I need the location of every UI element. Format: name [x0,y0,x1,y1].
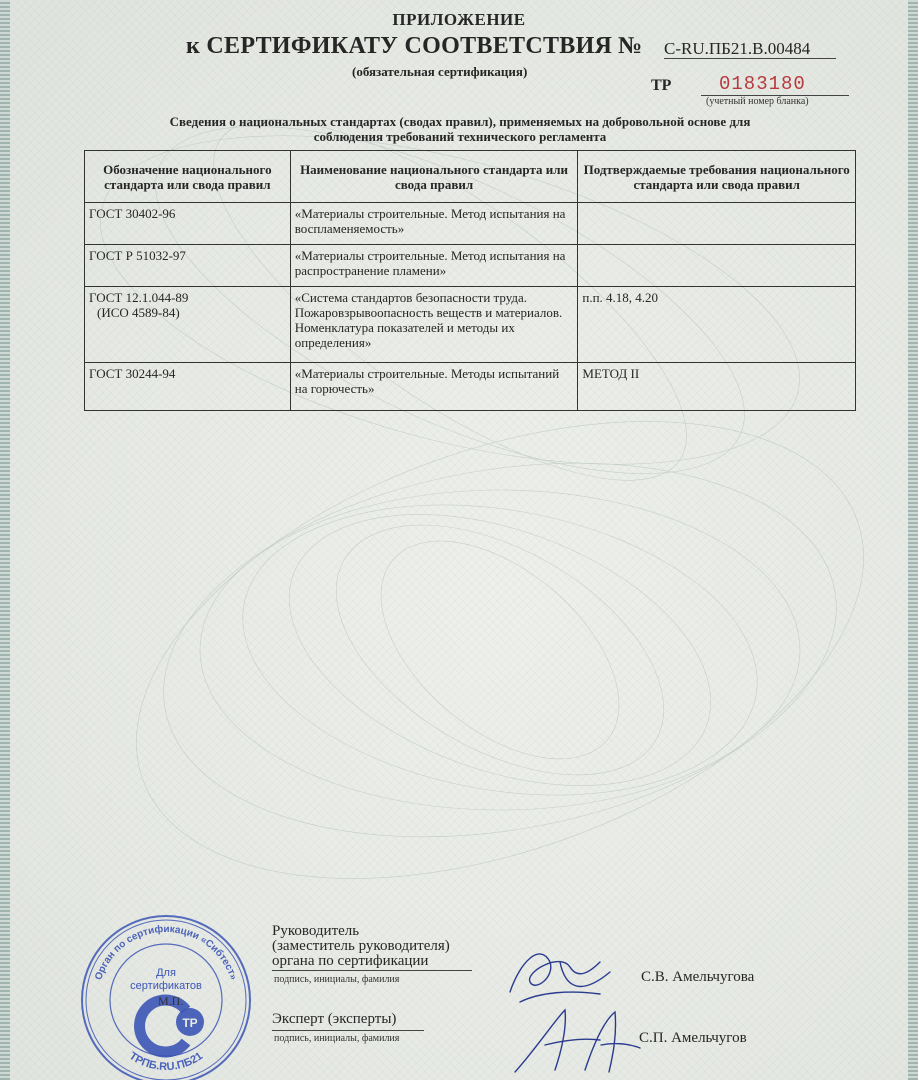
column-header-requirements: Подтверждаемые требования национального стандарта или свода правил [578,151,856,203]
column-header-name: Наименование национального стандарта или свода правил [290,151,578,203]
standard-code: ГОСТ 12.1.044-89 [89,290,189,305]
certification-type: (обязательная сертификация) [352,64,528,79]
decorative-border-right [908,0,918,1080]
table-cell-name: «Материалы строительные. Метод испытания на распространение пламени» [290,245,578,287]
standard-code: ГОСТ 30402-96 [89,206,176,221]
document-title: ПРИЛОЖЕНИЕ [392,10,526,29]
stamp-inner-text-line1: Для [156,967,176,979]
head-title-line1: Руководитель [272,923,360,939]
table-cell-code [85,363,291,411]
form-number: 0183180 [701,73,849,96]
table-cell-code [85,203,291,245]
table-row [85,203,856,245]
stamp-outer-text: Орган по сертификации «Сибтест» [93,923,239,982]
table-cell-requirements: МЕТОД II [578,363,856,411]
table-header-row [85,151,856,203]
table-cell-requirements [578,245,856,287]
table-cell-code [85,287,291,363]
stamp-place-label: М.П. [158,994,184,1008]
table-row [85,287,856,363]
table-row [85,363,856,411]
stamp-inner-text-line2: сертификатов [130,980,202,992]
head-title-line2: (заместитель руководителя) [272,938,450,954]
table-cell-name: «Материалы строительные. Методы испытаний на горючесть» [290,363,578,411]
certificate-number: C-RU.ПБ21.В.00484 [664,40,836,59]
intro-text: Сведения о национальных стандартах (сводах правил), применяемых на добровольной основе для соблюдения требований технического регламента [169,114,751,144]
number-sign: № [618,33,643,59]
table-cell-requirements: п.п. 4.18, 4.20 [578,287,856,363]
head-name: С.В. Амельчугова [641,969,755,985]
expert-signature-line [272,1030,424,1031]
standard-code: ГОСТ Р 51032-97 [89,248,186,263]
standard-code-equivalent: (ИСО 4589-84) [97,305,180,320]
form-number-caption: (учетный номер бланка) [706,96,809,107]
expert-label: Эксперт (эксперты) [272,1011,397,1027]
document-subtitle: к СЕРТИФИКАТУ СООТВЕТСТВИЯ [186,33,613,59]
standards-table [84,150,856,411]
table-row [85,245,856,287]
stamp-bottom-text: ТРПБ.RU.ПБ21 [126,1050,206,1074]
decorative-border-left [0,0,10,1080]
table-cell-requirements [578,203,856,245]
expert-handwritten-signature [505,1000,645,1080]
form-prefix: ТР [651,77,672,94]
head-signature-caption: подпись, инициалы, фамилия [274,974,400,985]
expert-name: С.П. Амельчугов [639,1030,747,1046]
expert-signature-caption: подпись, инициалы, фамилия [274,1033,400,1044]
head-signature-label [272,924,450,969]
table-cell-code [85,245,291,287]
table-cell-name: «Система стандартов безопасности труда. Пожаровзрывоопасность веществ и материалов. Номенклатура показателей и методы их определения» [290,287,578,363]
standard-code: ГОСТ 30244-94 [89,366,176,381]
head-handwritten-signature [500,932,620,1012]
column-header-code: Обозначение национального стандарта или свода правил [85,151,291,203]
stamp-logo-text: ТР [182,1016,198,1030]
table-cell-name: «Материалы строительные. Метод испытания на воспламеняемость» [290,203,578,245]
head-title-line3: органа по сертификации [272,953,429,969]
head-signature-line [272,970,472,971]
